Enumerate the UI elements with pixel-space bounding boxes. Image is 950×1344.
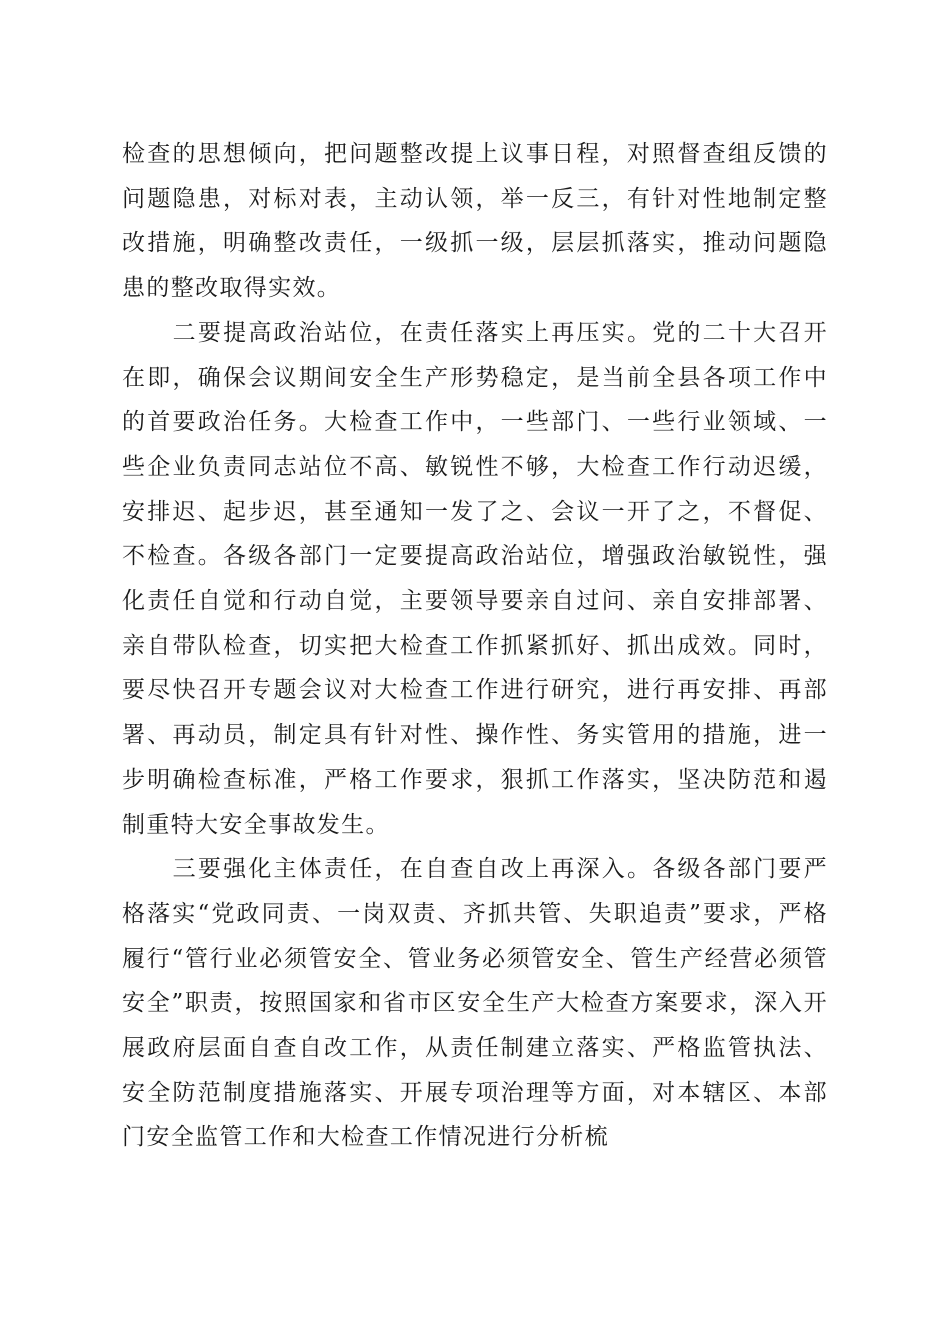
paragraph-2: 二要提高政治站位，在责任落实上再压实。党的二十大召开在即，确保会议期间安全生产形势稳定，是当前全县各项工作中的首要政治任务。大检查工作中，一些部门、一些行业领域、一些企业负责同志站位不高、敏锐性不够，大检查工作行动迟缓，安排迟、起步迟，甚至通知一发了之、会议一开了之，不督促、不检查。各级各部门一定要提高政治站位，增强政治敏锐性，强化责任自觉和行动自觉，主要领导要亲自过问、亲自安排部署、亲自带队检查，切实把大检查工作抓紧抓好、抓出成效。同时，要尽快召开专题会议对大检查工作进行研究，进行再安排、再部署、再动员，制定具有针对性、操作性、务实管用的措施，进一步明确检查标准，严格工作要求，狠抓工作落实，坚决防范和遏制重特大安全事故发生。 (122, 319, 828, 838)
paragraph-3: 三要强化主体责任，在自查自改上再深入。各级各部门要严格落实“党政同责、一岗双责、齐抓共管、失职追责”要求，严格履行“管行业必须管安全、管业务必须管安全、管生产经营必须管安全”职责，按照国家和省市区安全生产大检查方案要求，深入开展政府层面自查自改工作，从责任制建立落实、严格监管执法、安全防范制度措施落实、开展专项治理等方面，对本辖区、本部门安全监管工作和大检查工作情况进行分析梳 (122, 856, 828, 1151)
document-body (122, 132, 828, 1160)
paragraph-1: 检查的思想倾向，把问题整改提上议事日程，对照督查组反馈的问题隐患，对标对表，主动认领，举一反三，有针对性地制定整改措施，明确整改责任，一级抓一级，层层抓落实，推动问题隐患的整改取得实效。 (122, 141, 828, 302)
